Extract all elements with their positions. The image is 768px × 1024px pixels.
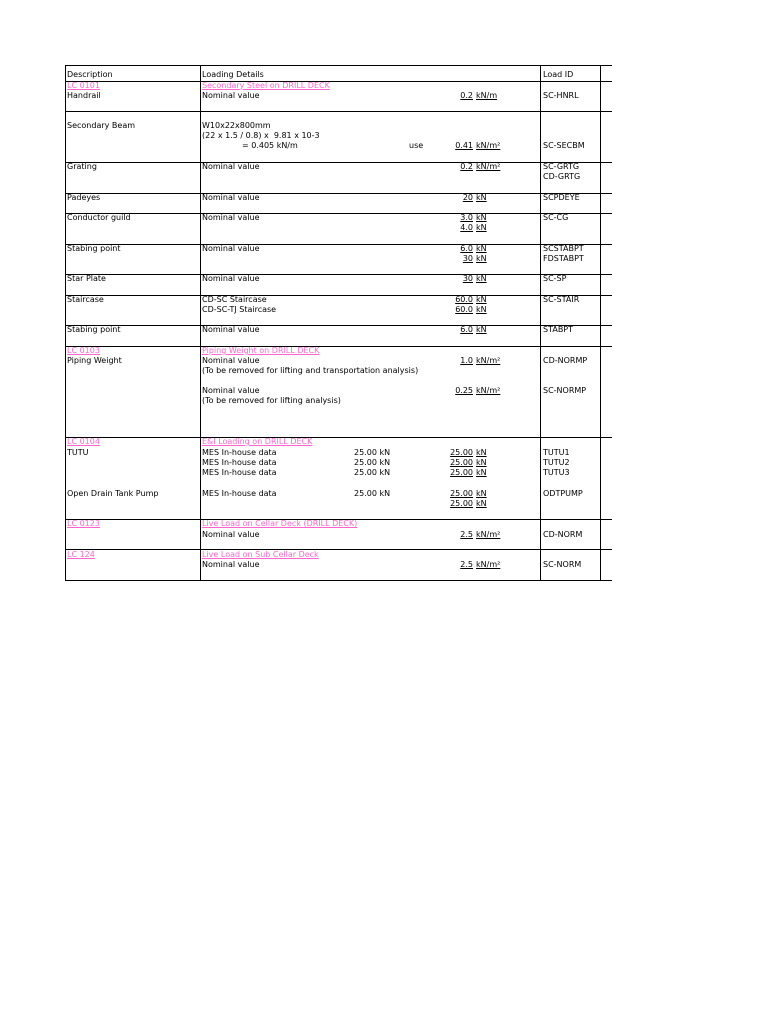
- lc-link[interactable]: LC 0104: [67, 437, 100, 446]
- row-value: 30: [462, 274, 473, 283]
- row-unit: kN: [476, 325, 487, 334]
- lc-link[interactable]: LC 0103: [67, 346, 100, 355]
- row-value: 2.5: [460, 560, 473, 569]
- row-load-id: CD-NORMP: [543, 356, 588, 365]
- row-divider: [65, 162, 612, 163]
- row-load-id: SCPDEYE: [543, 193, 580, 202]
- row-unit: kN/m²: [476, 386, 501, 395]
- row-detail-line: (22 x 1.5 / 0.8) x 9.81 x 10-3: [202, 131, 320, 140]
- lc-link[interactable]: LC 0101: [67, 81, 100, 90]
- row-load-id: SC-GRTG: [543, 162, 580, 171]
- row-value: 25.00: [450, 489, 473, 498]
- row-detail: Nominal value: [202, 213, 260, 222]
- row-detail: MES In-house data: [202, 448, 277, 457]
- row-detail: Nominal value: [202, 560, 260, 569]
- row-unit: kN: [476, 274, 487, 283]
- row-detail: CD-SC Staircase: [202, 295, 267, 304]
- row-load-id: SC-NORMP: [543, 386, 587, 395]
- row-description: Open Drain Tank Pump: [67, 489, 159, 498]
- row-unit: kN: [476, 244, 487, 253]
- row-unit: kN: [476, 448, 487, 457]
- lc-title-link[interactable]: Live Load on Sub Cellar Deck: [202, 550, 319, 559]
- row-value: 25.00: [450, 499, 473, 508]
- lc-title-link[interactable]: E&I Loading on DRILL DECK: [202, 437, 313, 446]
- row-divider: [65, 346, 612, 347]
- row-unit: kN: [476, 254, 487, 263]
- row-divider: [65, 193, 612, 194]
- row-divider: [65, 325, 612, 326]
- row-divider: [65, 244, 612, 245]
- row-value: 0.41: [455, 141, 473, 150]
- col-border-desc: [200, 65, 201, 581]
- row-value: 0.2: [460, 162, 473, 171]
- row-unit: kN: [476, 223, 487, 232]
- row-note: (To be removed for lifting analysis): [202, 396, 341, 405]
- row-detail: Nominal value: [202, 193, 260, 202]
- row-value: 1.0: [460, 356, 473, 365]
- row-divider: [65, 213, 612, 214]
- row-divider: [65, 274, 612, 275]
- row-unit: kN/m²: [476, 162, 501, 171]
- row-load-id: SC-NORM: [543, 560, 582, 569]
- row-load-id: SC-CG: [543, 213, 569, 222]
- row-load-id: ODTPUMP: [543, 489, 583, 498]
- row-description: Piping Weight: [67, 356, 122, 365]
- row-load-id: SC-HNRL: [543, 91, 579, 100]
- row-unit: kN: [476, 499, 487, 508]
- row-load-id: STABPT: [543, 325, 574, 334]
- row-value: 0.2: [460, 91, 473, 100]
- row-description: Staircase: [67, 295, 104, 304]
- row-description: Grating: [67, 162, 97, 171]
- row-unit: kN/m²: [476, 530, 501, 539]
- row-use-label: use: [409, 141, 424, 150]
- col-border-details: [540, 65, 541, 581]
- row-value: 2.5: [460, 530, 473, 539]
- row-load-id: SC-SP: [543, 274, 567, 283]
- row-unit: kN: [476, 305, 487, 314]
- row-value: 25.00: [450, 458, 473, 467]
- row-value: 4.0: [460, 223, 473, 232]
- row-load-id: FDSTABPT: [543, 254, 584, 263]
- header-loading-details: Loading Details: [202, 70, 264, 79]
- row-detail-line: = 0.405 kN/m: [242, 141, 298, 150]
- row-mid-value: 25.00 kN: [354, 489, 391, 498]
- row-description: Secondary Beam: [67, 121, 136, 130]
- row-detail: Nominal value: [202, 162, 260, 171]
- row-divider: [65, 295, 612, 296]
- row-unit: kN: [476, 193, 487, 202]
- row-load-id: SCSTABPT: [543, 244, 584, 253]
- lc-title-link[interactable]: Live Load on Cellar Deck (DRILL DECK): [202, 519, 358, 528]
- row-load-id: CD-GRTG: [543, 172, 581, 181]
- row-value: 0.25: [455, 386, 473, 395]
- row-unit: kN: [476, 468, 487, 477]
- row-unit: kN/m²: [476, 560, 501, 569]
- row-unit: kN/m²: [476, 356, 501, 365]
- lc-link[interactable]: LC 124: [67, 550, 95, 559]
- lc-title-link[interactable]: Secondary Steel on DRILL DECK: [202, 81, 330, 90]
- row-divider: [65, 549, 612, 550]
- row-detail: MES In-house data: [202, 458, 277, 467]
- row-unit: kN: [476, 489, 487, 498]
- row-detail: Nominal value: [202, 274, 260, 283]
- row-divider: [65, 437, 612, 438]
- row-unit: kN/m: [476, 91, 498, 100]
- header-bottom-border: [65, 81, 612, 82]
- row-description: Stabing point: [67, 325, 121, 334]
- row-detail-line: W10x22x800mm: [202, 121, 271, 130]
- row-detail: MES In-house data: [202, 468, 277, 477]
- lc-link[interactable]: LC 0123: [67, 519, 100, 528]
- row-description: TUTU: [67, 448, 89, 457]
- row-detail: Nominal value: [202, 530, 260, 539]
- row-detail: Nominal value: [202, 325, 260, 334]
- row-value: 3.0: [460, 213, 473, 222]
- row-load-id: TUTU1: [543, 448, 570, 457]
- row-mid-value: 25.00 kN: [354, 448, 391, 457]
- row-description: Handrail: [67, 91, 101, 100]
- row-value: 6.0: [460, 244, 473, 253]
- row-value: 60.0: [455, 295, 473, 304]
- row-description: Conductor guild: [67, 213, 131, 222]
- row-detail: Nominal value: [202, 91, 260, 100]
- row-unit: kN: [476, 213, 487, 222]
- row-description: Stabing point: [67, 244, 121, 253]
- row-detail: Nominal value: [202, 244, 260, 253]
- row-value: 20: [462, 193, 473, 202]
- row-detail: Nominal value: [202, 386, 260, 395]
- table-top-border: [65, 65, 612, 66]
- header-load-id: Load ID: [543, 70, 574, 79]
- row-value: 60.0: [455, 305, 473, 314]
- row-description: Star Plate: [67, 274, 106, 283]
- row-unit: kN: [476, 458, 487, 467]
- col-border-left: [65, 65, 66, 581]
- lc-title-link[interactable]: Piping Weight on DRILL DECK: [202, 346, 320, 355]
- row-load-id: SC-SECBM: [543, 141, 585, 150]
- row-unit: kN/m²: [476, 141, 501, 150]
- row-mid-value: 25.00 kN: [354, 458, 391, 467]
- row-note: (To be removed for lifting and transportation analysis): [202, 366, 419, 375]
- col-border-loadid: [600, 65, 601, 581]
- row-unit: kN: [476, 295, 487, 304]
- row-detail: CD-SC-TJ Staircase: [202, 305, 277, 314]
- row-load-id: CD-NORM: [543, 530, 583, 539]
- row-load-id: TUTU2: [543, 458, 570, 467]
- row-value: 25.00: [450, 448, 473, 457]
- table-bottom-border: [65, 580, 612, 581]
- row-detail: MES In-house data: [202, 489, 277, 498]
- row-load-id: SC-STAIR: [543, 295, 580, 304]
- row-value: 30: [462, 254, 473, 263]
- row-description: Padeyes: [67, 193, 101, 202]
- row-value: 6.0: [460, 325, 473, 334]
- row-detail: Nominal value: [202, 356, 260, 365]
- header-description: Description: [67, 70, 113, 79]
- row-load-id: TUTU3: [543, 468, 570, 477]
- row-value: 25.00: [450, 468, 473, 477]
- row-divider: [65, 111, 612, 112]
- row-mid-value: 25.00 kN: [354, 468, 391, 477]
